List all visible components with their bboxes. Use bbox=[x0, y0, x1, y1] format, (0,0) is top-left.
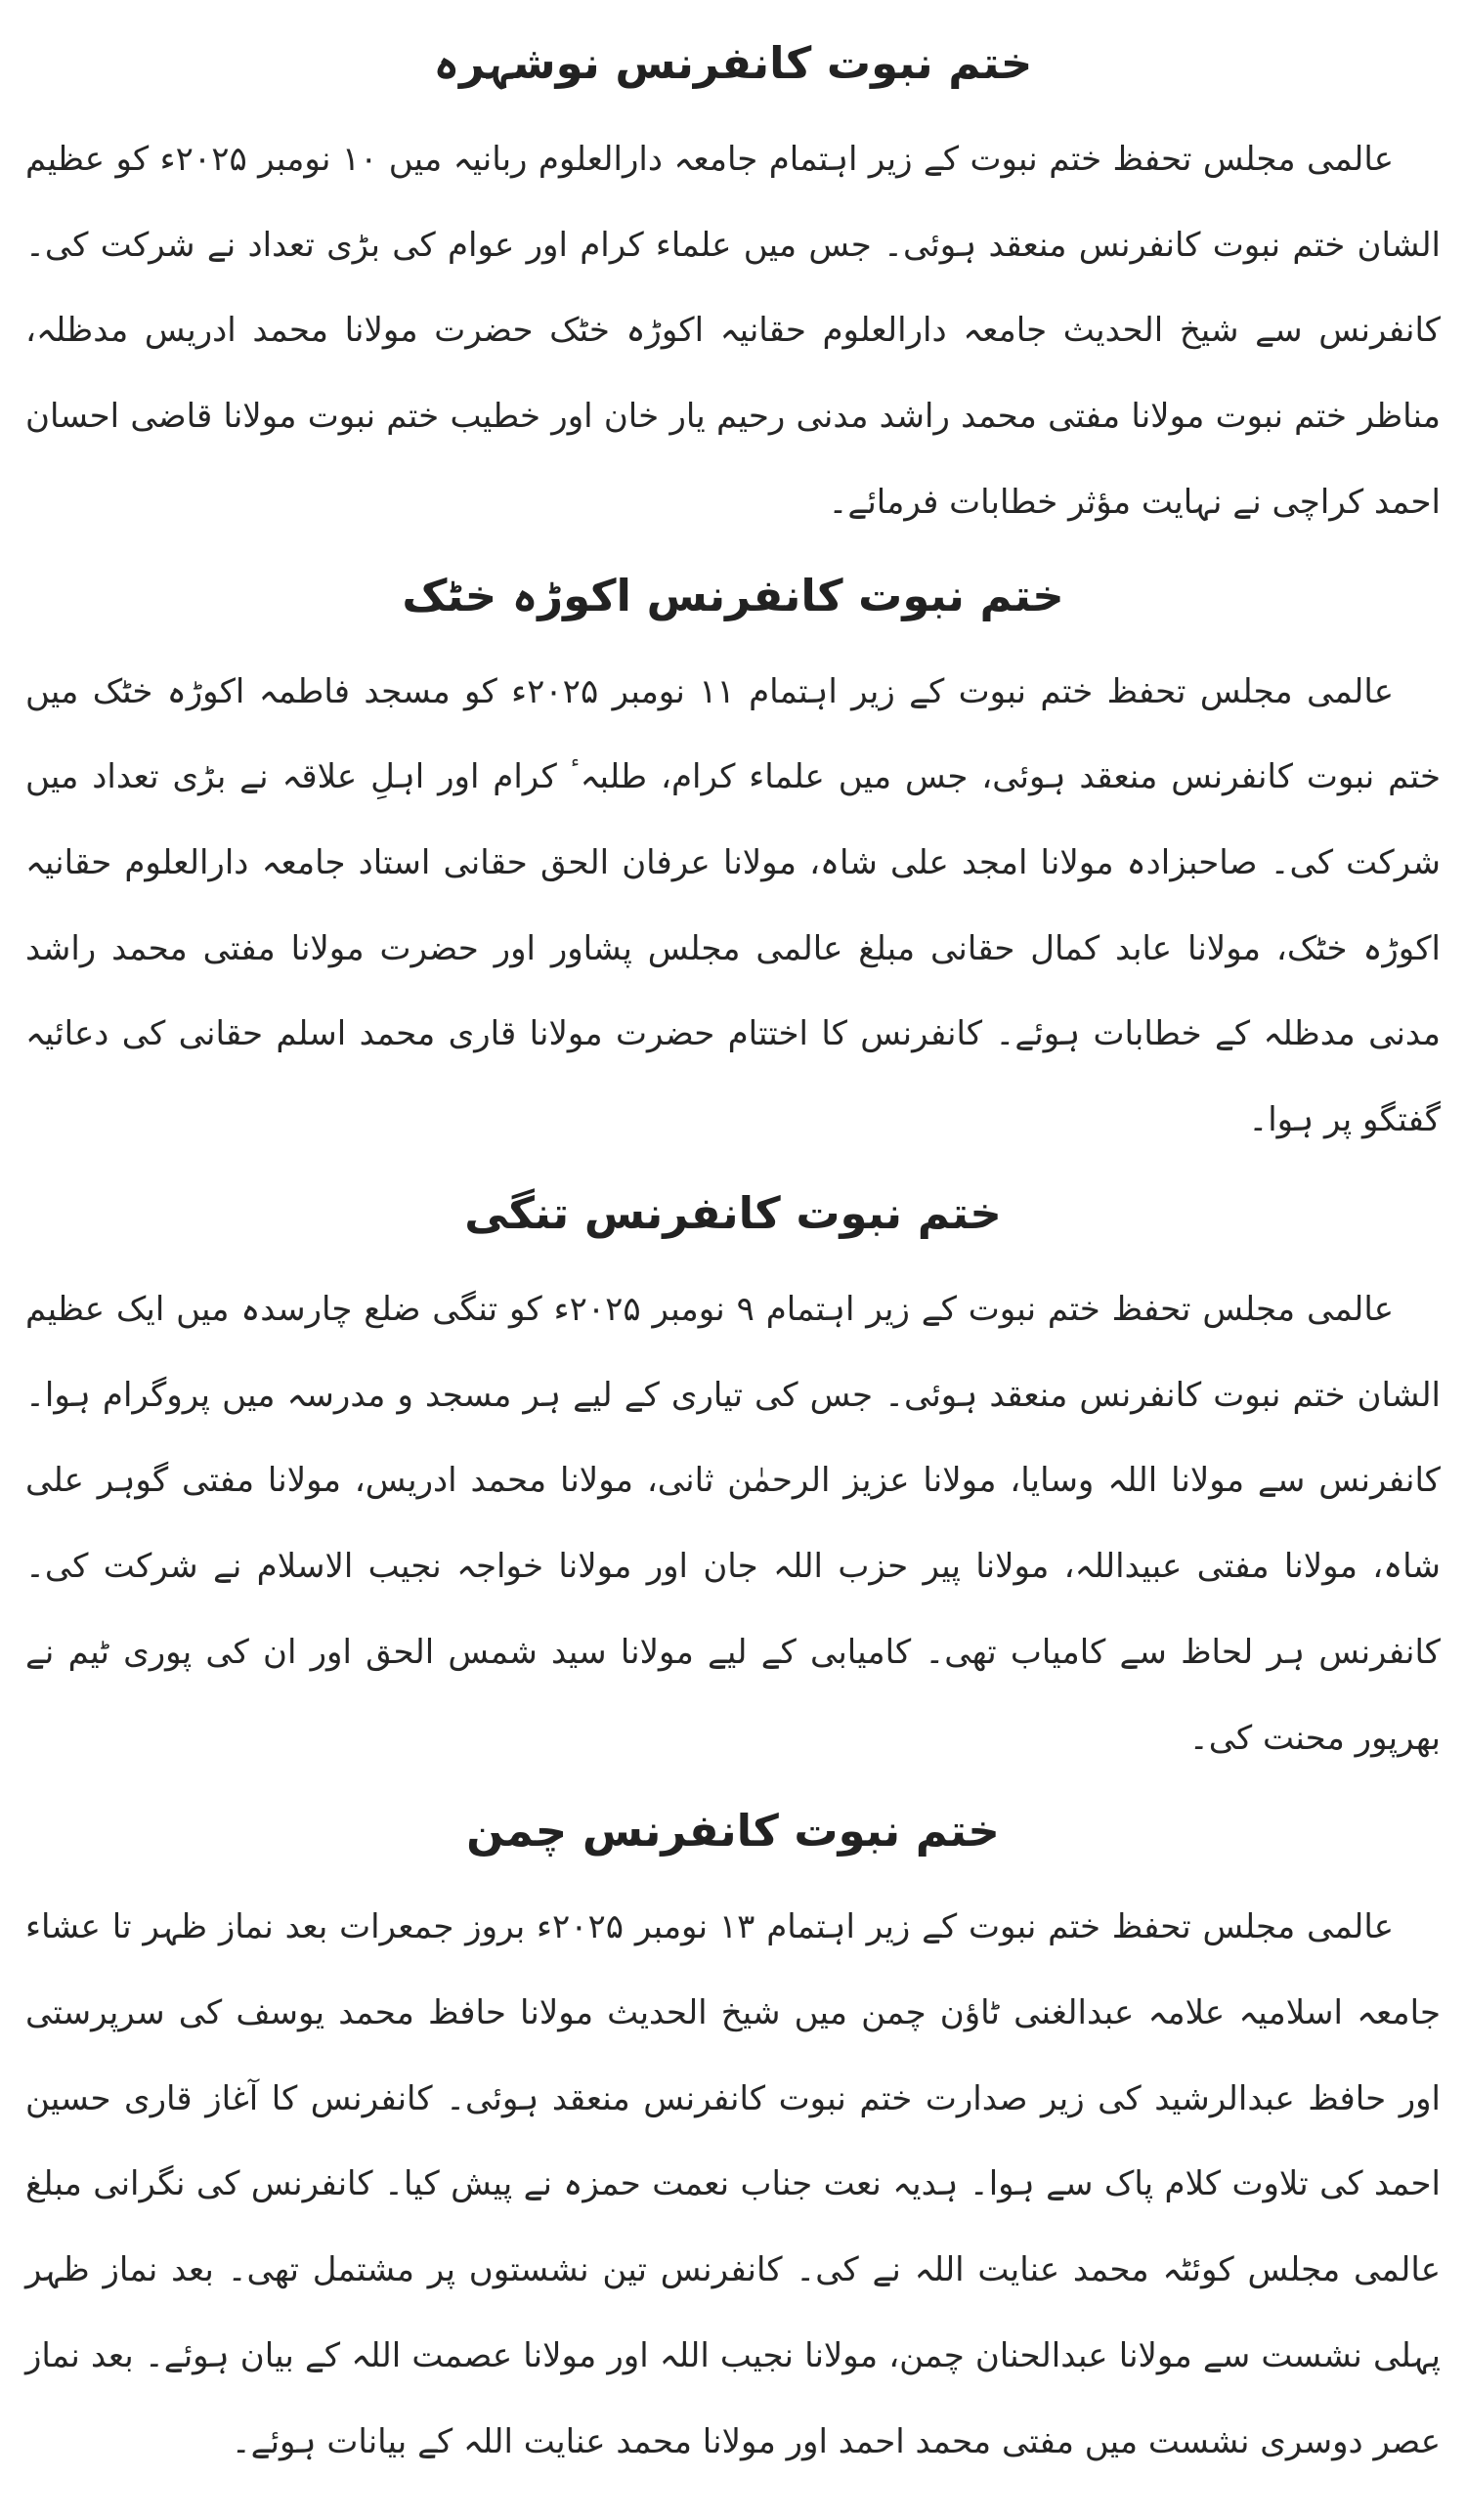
section-paragraph-akora-khattak: عالمی مجلس تحفظ ختم نبوت کے زیر اہتمام ۱۱ نومبر ۲۰۲۵ء کو مسجد فاطمہ اکوڑہ خٹک میں ختم نبوت کانفرنس منعقد ہوئی، جس میں علماء کرام، طلبہٴ کرام اور اہلِ علاقہ نے بڑی تعداد میں شرکت کی۔ صاحبزادہ مولانا امجد علی شاہ، مولانا عرفان الحق حقانی استاد جامعہ دارالعلوم حقانیہ اکوڑہ خٹک، مولانا عابد کمال حقانی مبلغ عالمی مجلس پشاور اور حضرت مولانا مفتی محمد راشد مدنی مدظلہ کے خطابات ہوئے۔ کانفرنس کا اختتام حضرت مولانا قاری محمد اسلم حقانی کی دعائیہ گفتگو پر ہوا۔ bbox=[25, 671, 1441, 1140]
section-heading-akora-khattak: ختم نبوت کانفرنس اکوڑہ خٹک bbox=[402, 569, 1064, 621]
section-paragraph-chaman: عالمی مجلس تحفظ ختم نبوت کے زیر اہتمام ۱۳ نومبر ۲۰۲۵ء بروز جمعرات بعد نماز ظہر تا عشاء جامعہ اسلامیہ علامہ عبدالغنی ٹاؤن چمن میں شیخ الحدیث مولانا حافظ محمد یوسف کی سرپرستی اور حافظ عبدالرشید کی زیر صدارت ختم نبوت کانفرنس منعقد ہوئی۔ کانفرنس کا آغاز قاری حسین احمد کی تلاوت کلام پاک سے ہوا۔ ہدیہ نعت جناب نعمت حمزہ نے پیش کیا۔ کانفرنس کی نگرانی مبلغ عالمی مجلس کوئٹہ محمد عنایت اللہ نے کی۔ کانفرنس تین نشستوں پر مشتمل تھی۔ بعد نماز ظہر پہلی نشست سے مولانا عبدالحنان چمن، مولانا نجیب اللہ اور مولانا عصمت اللہ کے بیان ہوئے۔ بعد نماز عصر دوسری نشست میں مفتی محمد احمد اور مولانا محمد عنایت اللہ کے بیانات ہوئے۔ bbox=[25, 1907, 1441, 2461]
section-conference-tangi bbox=[25, 1170, 1441, 1781]
section-heading-chaman: ختم نبوت کانفرنس چمن bbox=[466, 1805, 1000, 1858]
section-paragraph-tangi: عالمی مجلس تحفظ ختم نبوت کے زیر اہتمام ۹ نومبر ۲۰۲۵ء کو تنگی ضلع چارسدہ میں ایک عظیم الشان ختم نبوت کانفرنس منعقد ہوئی۔ جس کی تیاری کے لیے ہر مسجد و مدرسہ میں پروگرام ہوا۔ کانفرنس سے مولانا اللہ وسایا، مولانا عزیز الرحمٰن ثانی، مولانا محمد ادریس، مولانا مفتی گوہر علی شاہ، مولانا مفتی عبیداللہ، مولانا پیر حزب اللہ جان اور مولانا خواجہ نجیب الاسلام نے شرکت کی۔ کانفرنس ہر لحاظ سے کامیاب تھی۔ کامیابی کے لیے مولانا سید شمس الحق اور ان کی پوری ٹیم نے بھرپور محنت کی۔ bbox=[25, 1289, 1441, 1758]
section-conference-nowshera bbox=[25, 20, 1441, 546]
section-heading-nowshera: ختم نبوت کانفرنس نوشہرہ bbox=[433, 37, 1033, 89]
section-conference-chaman bbox=[25, 1787, 1441, 2485]
section-conference-akora-khattak bbox=[25, 552, 1441, 1164]
section-paragraph-nowshera: عالمی مجلس تحفظ ختم نبوت کے زیر اہتمام جامعہ دارالعلوم ربانیہ میں ۱۰ نومبر ۲۰۲۵ء کو عظیم الشان ختم نبوت کانفرنس منعقد ہوئی۔ جس میں علماء کرام اور عوام کی بڑی تعداد نے شرکت کی۔ کانفرنس سے شیخ الحدیث جامعہ دارالعلوم حقانیہ اکوڑہ خٹک حضرت مولانا محمد ادریس مدظلہ، مناظر ختم نبوت مولانا مفتی محمد راشد مدنی رحیم یار خان اور خطیب ختم نبوت مولانا قاضی احسان احمد کراچی نے نہایت مؤثر خطابات فرمائے۔ bbox=[25, 140, 1441, 522]
section-heading-tangi: ختم نبوت کانفرنس تنگی bbox=[464, 1186, 1002, 1239]
